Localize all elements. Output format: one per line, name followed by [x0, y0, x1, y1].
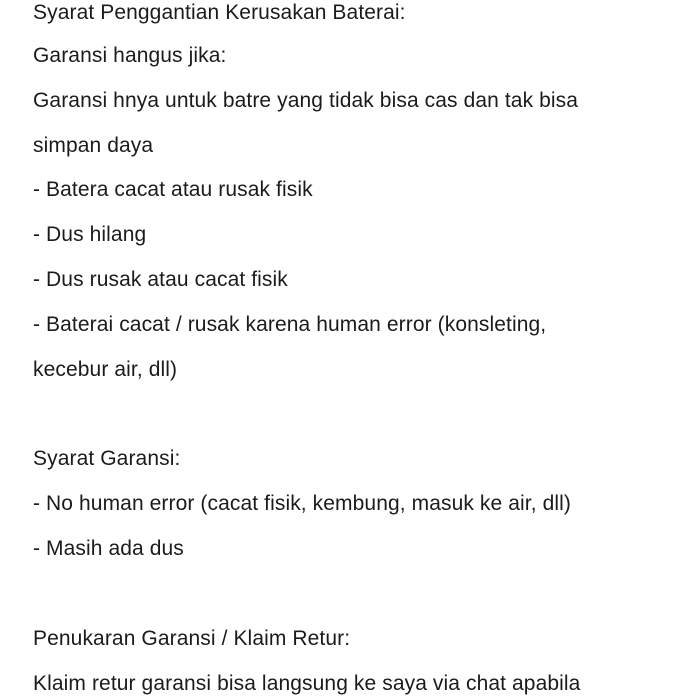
void-item-human-error-line-1: - Baterai cacat / rusak karena human error (konsleting,	[33, 313, 547, 336]
warranty-void-label: Garansi hangus jika:	[33, 44, 227, 67]
heading-warranty-terms: Syarat Garansi:	[33, 447, 181, 470]
term-item-box-present: - Masih ada dus	[33, 537, 184, 560]
void-item-box-lost: - Dus hilang	[33, 223, 147, 246]
warranty-scope-line-2: simpan daya	[33, 134, 154, 157]
warranty-scope-line-1: Garansi hnya untuk batre yang tidak bisa cas dan tak bisa	[33, 89, 579, 112]
void-item-box-damaged: - Dus rusak atau cacat fisik	[33, 268, 288, 291]
term-item-no-human-error: - No human error (cacat fisik, kembung, masuk ke air, dll)	[33, 492, 571, 515]
heading-warranty-claim: Penukaran Garansi / Klaim Retur:	[33, 627, 351, 650]
void-item-human-error-line-2: kecebur air, dll)	[33, 358, 178, 381]
void-item-physical-damage: - Batera cacat atau rusak fisik	[33, 178, 313, 201]
heading-battery-replacement-terms: Syarat Penggantian Kerusakan Baterai:	[33, 1, 406, 24]
claim-instructions-line-1: Klaim retur garansi bisa langsung ke saya via chat apabila	[33, 672, 581, 695]
